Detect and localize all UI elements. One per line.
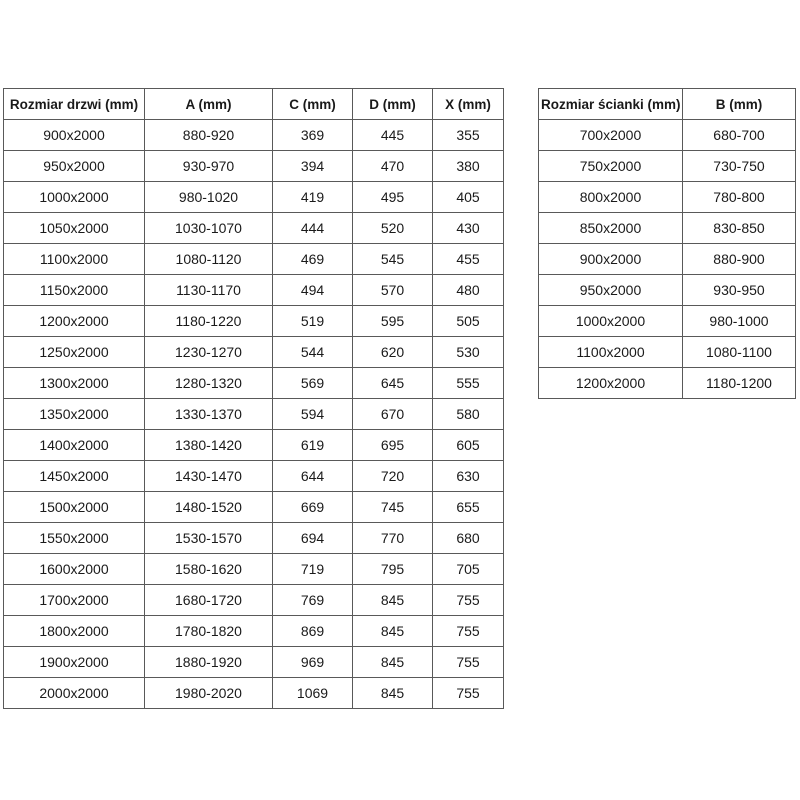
table-cell: 1400x2000 — [4, 430, 145, 461]
table-cell: 800x2000 — [539, 182, 683, 213]
table-cell: 1880-1920 — [145, 647, 273, 678]
table-cell: 694 — [273, 523, 353, 554]
table-row — [539, 151, 796, 182]
table-cell: 930-950 — [683, 275, 796, 306]
table-cell: 1080-1120 — [145, 244, 273, 275]
column-header: X (mm) — [433, 89, 504, 120]
table-cell: 1100x2000 — [539, 337, 683, 368]
table-cell: 1130-1170 — [145, 275, 273, 306]
table-cell: 645 — [353, 368, 433, 399]
table-cell: 880-900 — [683, 244, 796, 275]
table-cell: 900x2000 — [539, 244, 683, 275]
table-row — [4, 616, 504, 647]
table-cell: 900x2000 — [4, 120, 145, 151]
table-cell: 1380-1420 — [145, 430, 273, 461]
table-cell: 780-800 — [683, 182, 796, 213]
table-cell: 2000x2000 — [4, 678, 145, 709]
header-row — [4, 89, 504, 120]
table-cell: 1030-1070 — [145, 213, 273, 244]
table-row — [4, 492, 504, 523]
table-cell: 444 — [273, 213, 353, 244]
table-cell: 405 — [433, 182, 504, 213]
table-cell: 569 — [273, 368, 353, 399]
table-cell: 705 — [433, 554, 504, 585]
table-cell: 1450x2000 — [4, 461, 145, 492]
table-cell: 755 — [433, 585, 504, 616]
table-cell: 880-920 — [145, 120, 273, 151]
table-cell: 495 — [353, 182, 433, 213]
column-header: A (mm) — [145, 89, 273, 120]
table-cell: 850x2000 — [539, 213, 683, 244]
table-cell: 1430-1470 — [145, 461, 273, 492]
table-cell: 1000x2000 — [539, 306, 683, 337]
table-cell: 394 — [273, 151, 353, 182]
table-cell: 980-1000 — [683, 306, 796, 337]
table-cell: 1200x2000 — [539, 368, 683, 399]
table-cell: 470 — [353, 151, 433, 182]
table-cell: 619 — [273, 430, 353, 461]
table-cell: 1550x2000 — [4, 523, 145, 554]
table-cell: 755 — [433, 616, 504, 647]
table-cell: 670 — [353, 399, 433, 430]
header-row — [539, 89, 796, 120]
table-cell: 1300x2000 — [4, 368, 145, 399]
table-cell: 1500x2000 — [4, 492, 145, 523]
table-cell: 770 — [353, 523, 433, 554]
table-row — [4, 647, 504, 678]
table-cell: 1150x2000 — [4, 275, 145, 306]
wall-sizes-table — [538, 88, 796, 399]
table-cell: 1580-1620 — [145, 554, 273, 585]
table-cell: 545 — [353, 244, 433, 275]
table-row — [4, 120, 504, 151]
table-row — [4, 151, 504, 182]
table-row — [4, 678, 504, 709]
table-row — [4, 306, 504, 337]
table-cell: 1330-1370 — [145, 399, 273, 430]
table-cell: 1480-1520 — [145, 492, 273, 523]
table-cell: 1080-1100 — [683, 337, 796, 368]
table-cell: 719 — [273, 554, 353, 585]
table-cell: 720 — [353, 461, 433, 492]
table-row — [539, 120, 796, 151]
table-cell: 930-970 — [145, 151, 273, 182]
table-cell: 680 — [433, 523, 504, 554]
table-cell: 419 — [273, 182, 353, 213]
table-row — [4, 244, 504, 275]
table-row — [4, 213, 504, 244]
table-cell: 519 — [273, 306, 353, 337]
column-header: Rozmiar drzwi (mm) — [4, 89, 145, 120]
table-cell: 505 — [433, 306, 504, 337]
table-cell: 369 — [273, 120, 353, 151]
table-cell: 494 — [273, 275, 353, 306]
table-row — [539, 182, 796, 213]
table-cell: 1180-1200 — [683, 368, 796, 399]
table-row — [4, 430, 504, 461]
table-cell: 1680-1720 — [145, 585, 273, 616]
table-cell: 1780-1820 — [145, 616, 273, 647]
column-header: B (mm) — [683, 89, 796, 120]
table-row — [539, 368, 796, 399]
table-cell: 769 — [273, 585, 353, 616]
table-cell: 580 — [433, 399, 504, 430]
table-cell: 355 — [433, 120, 504, 151]
table-cell: 845 — [353, 678, 433, 709]
table-cell: 845 — [353, 585, 433, 616]
table-cell: 380 — [433, 151, 504, 182]
table-cell: 1350x2000 — [4, 399, 145, 430]
table-cell: 520 — [353, 213, 433, 244]
table-row — [539, 213, 796, 244]
table-cell: 445 — [353, 120, 433, 151]
table-cell: 555 — [433, 368, 504, 399]
table-cell: 950x2000 — [539, 275, 683, 306]
table-cell: 755 — [433, 678, 504, 709]
table-row — [4, 554, 504, 585]
table-row — [4, 399, 504, 430]
table-cell: 845 — [353, 616, 433, 647]
table-cell: 1000x2000 — [4, 182, 145, 213]
table-cell: 1250x2000 — [4, 337, 145, 368]
table-cell: 595 — [353, 306, 433, 337]
table-cell: 1200x2000 — [4, 306, 145, 337]
column-header: Rozmiar ścianki (mm) — [539, 89, 683, 120]
table-row — [4, 337, 504, 368]
table-cell: 644 — [273, 461, 353, 492]
table-cell: 1700x2000 — [4, 585, 145, 616]
table-cell: 480 — [433, 275, 504, 306]
table-cell: 1900x2000 — [4, 647, 145, 678]
table-row — [4, 461, 504, 492]
table-cell: 594 — [273, 399, 353, 430]
table-cell: 750x2000 — [539, 151, 683, 182]
table-cell: 1100x2000 — [4, 244, 145, 275]
table-row — [4, 523, 504, 554]
table-cell: 695 — [353, 430, 433, 461]
table-row — [539, 306, 796, 337]
door-sizes-table — [3, 88, 504, 709]
table-cell: 1530-1570 — [145, 523, 273, 554]
table-row — [4, 275, 504, 306]
table-cell: 795 — [353, 554, 433, 585]
table-cell: 1050x2000 — [4, 213, 145, 244]
table-cell: 755 — [433, 647, 504, 678]
table-cell: 830-850 — [683, 213, 796, 244]
table-cell: 845 — [353, 647, 433, 678]
table-cell: 620 — [353, 337, 433, 368]
table-cell: 700x2000 — [539, 120, 683, 151]
table-row — [539, 244, 796, 275]
table-cell: 669 — [273, 492, 353, 523]
table-cell: 869 — [273, 616, 353, 647]
table-cell: 950x2000 — [4, 151, 145, 182]
table-cell: 980-1020 — [145, 182, 273, 213]
table-row — [4, 182, 504, 213]
column-header: C (mm) — [273, 89, 353, 120]
table-cell: 630 — [433, 461, 504, 492]
table-row — [539, 275, 796, 306]
table-cell: 544 — [273, 337, 353, 368]
table-cell: 655 — [433, 492, 504, 523]
table-cell: 1280-1320 — [145, 368, 273, 399]
table-cell: 530 — [433, 337, 504, 368]
table-cell: 1800x2000 — [4, 616, 145, 647]
table-cell: 605 — [433, 430, 504, 461]
table-cell: 469 — [273, 244, 353, 275]
table-cell: 455 — [433, 244, 504, 275]
table-cell: 1180-1220 — [145, 306, 273, 337]
table-cell: 570 — [353, 275, 433, 306]
column-header: D (mm) — [353, 89, 433, 120]
table-cell: 1980-2020 — [145, 678, 273, 709]
table-cell: 1230-1270 — [145, 337, 273, 368]
table-cell: 1069 — [273, 678, 353, 709]
table-cell: 730-750 — [683, 151, 796, 182]
table-cell: 969 — [273, 647, 353, 678]
table-cell: 1600x2000 — [4, 554, 145, 585]
table-row — [4, 585, 504, 616]
table-row — [539, 337, 796, 368]
table-row — [4, 368, 504, 399]
table-cell: 430 — [433, 213, 504, 244]
table-cell: 745 — [353, 492, 433, 523]
table-cell: 680-700 — [683, 120, 796, 151]
